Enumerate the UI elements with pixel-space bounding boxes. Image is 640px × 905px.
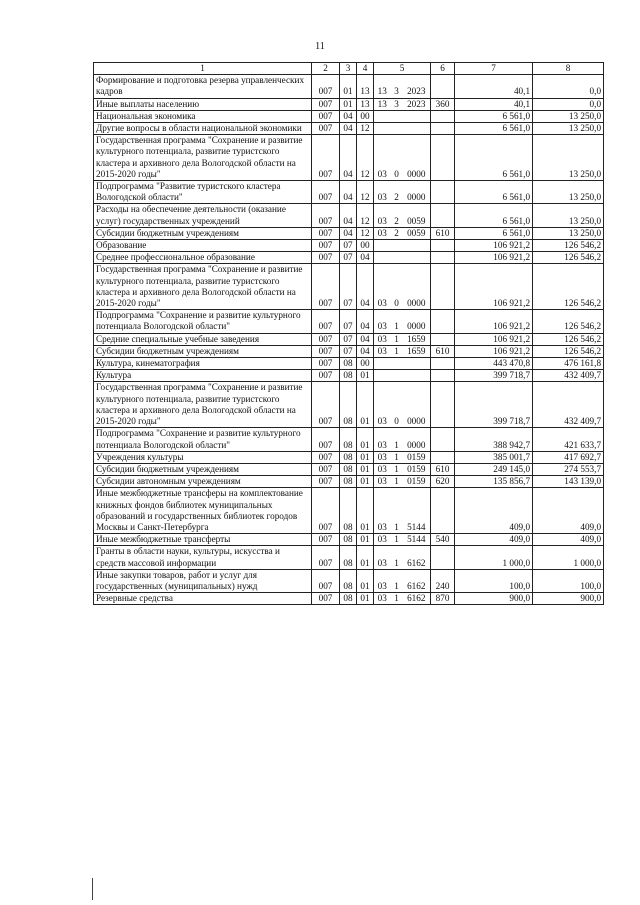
- cell-vr: [431, 75, 455, 98]
- cell-pr: 12: [357, 135, 374, 181]
- cell-name: Образование: [94, 240, 312, 252]
- cell-gr: 007: [312, 123, 340, 135]
- cell-gr: 007: [312, 593, 340, 605]
- cell-pr: 01: [357, 546, 374, 569]
- cell-pr: 12: [357, 204, 374, 227]
- cell-name: Подпрограмма "Сохранение и развитие культурного потенциала Вологодской области": [94, 310, 312, 333]
- cell-csr-subprogram: [391, 240, 403, 252]
- cell-name: Учреждения культуры: [94, 451, 312, 463]
- cell-csr-subprogram: 1: [391, 310, 403, 333]
- cell-vr: [431, 358, 455, 370]
- cell-pr: 01: [357, 534, 374, 546]
- cell-csr-program: 13: [374, 98, 391, 110]
- cell-vr: [431, 310, 455, 333]
- cell-csr-code: 1659: [403, 345, 431, 357]
- cell-rz: 07: [340, 333, 357, 345]
- cell-vr: [431, 488, 455, 534]
- cell-csr-code: [403, 252, 431, 264]
- cell-amount-year1: 6 561,0: [455, 110, 533, 122]
- cell-csr-subprogram: 2: [391, 181, 403, 204]
- cell-amount-year1: 106 921,2: [455, 333, 533, 345]
- cell-amount-year2: 476 161,8: [533, 358, 604, 370]
- cell-gr: 007: [312, 569, 340, 592]
- cell-csr-code: [403, 358, 431, 370]
- cell-rz: 08: [340, 451, 357, 463]
- cell-csr-program: 03: [374, 593, 391, 605]
- table-row: [94, 382, 604, 428]
- cell-vr: [431, 264, 455, 310]
- cell-csr-program: [374, 370, 391, 382]
- cell-amount-year2: 0,0: [533, 75, 604, 98]
- cell-vr: [431, 110, 455, 122]
- cell-vr: 240: [431, 569, 455, 592]
- table-row: [94, 345, 604, 357]
- cell-csr-code: 0159: [403, 476, 431, 488]
- cell-csr-program: 03: [374, 135, 391, 181]
- cell-rz: 08: [340, 370, 357, 382]
- cell-csr-code: 0000: [403, 135, 431, 181]
- cell-amount-year2: 126 546,2: [533, 240, 604, 252]
- header-row: [94, 63, 604, 75]
- cell-name: Культура, кинематография: [94, 358, 312, 370]
- cell-amount-year2: 421 633,7: [533, 428, 604, 451]
- cell-rz: 08: [340, 463, 357, 475]
- cell-vr: 870: [431, 593, 455, 605]
- cell-amount-year2: 126 546,2: [533, 310, 604, 333]
- table-row: [94, 488, 604, 534]
- cell-gr: 007: [312, 534, 340, 546]
- cell-pr: 01: [357, 428, 374, 451]
- cell-rz: 07: [340, 252, 357, 264]
- cell-gr: 007: [312, 135, 340, 181]
- cell-name: Резервные средства: [94, 593, 312, 605]
- cell-rz: 01: [340, 98, 357, 110]
- cell-amount-year1: 385 001,7: [455, 451, 533, 463]
- cell-amount-year2: 100,0: [533, 569, 604, 592]
- cell-rz: 08: [340, 546, 357, 569]
- cell-amount-year1: 100,0: [455, 569, 533, 592]
- budget-table: [93, 62, 604, 605]
- cell-csr-subprogram: 1: [391, 534, 403, 546]
- table-row: [94, 310, 604, 333]
- cell-name: Государственная программа "Сохранение и развитие культурного потенциала, развитие туристского кластера и архивного дела Вологодской области на 2015-2020 годы": [94, 382, 312, 428]
- cell-vr: [431, 123, 455, 135]
- cell-vr: [431, 135, 455, 181]
- cell-gr: 007: [312, 310, 340, 333]
- cell-name: Государственная программа "Сохранение и развитие культурного потенциала, развитие туристского кластера и архивного дела Вологодской области на 2015-2020 годы": [94, 135, 312, 181]
- table-row: [94, 569, 604, 592]
- cell-csr-subprogram: 3: [391, 75, 403, 98]
- cell-vr: 620: [431, 476, 455, 488]
- cell-gr: 007: [312, 546, 340, 569]
- cell-gr: 007: [312, 382, 340, 428]
- cell-name: Субсидии бюджетным учреждениям: [94, 463, 312, 475]
- cell-amount-year1: 249 145,0: [455, 463, 533, 475]
- table-row: [94, 98, 604, 110]
- cell-vr: [431, 333, 455, 345]
- cell-csr-subprogram: 0: [391, 135, 403, 181]
- cell-csr-program: 03: [374, 382, 391, 428]
- cell-gr: 007: [312, 463, 340, 475]
- cell-csr-subprogram: 1: [391, 333, 403, 345]
- cell-rz: 07: [340, 240, 357, 252]
- cell-amount-year1: 900,0: [455, 593, 533, 605]
- cell-csr-subprogram: 0: [391, 264, 403, 310]
- cell-csr-subprogram: 1: [391, 451, 403, 463]
- cell-amount-year2: 13 250,0: [533, 181, 604, 204]
- table-row: [94, 240, 604, 252]
- col-header-6: 6: [431, 63, 455, 75]
- cell-pr: 01: [357, 451, 374, 463]
- cell-gr: 007: [312, 240, 340, 252]
- cell-csr-program: 03: [374, 546, 391, 569]
- cell-gr: 007: [312, 451, 340, 463]
- cell-vr: 360: [431, 98, 455, 110]
- cell-pr: 04: [357, 345, 374, 357]
- cell-name: Субсидии автономным учреждениям: [94, 476, 312, 488]
- cell-gr: 007: [312, 110, 340, 122]
- cell-amount-year1: 6 561,0: [455, 227, 533, 239]
- cell-csr-subprogram: [391, 123, 403, 135]
- cell-gr: 007: [312, 476, 340, 488]
- cell-amount-year2: 417 692,7: [533, 451, 604, 463]
- table-row: [94, 428, 604, 451]
- cell-amount-year2: 13 250,0: [533, 110, 604, 122]
- cell-amount-year1: 106 921,2: [455, 252, 533, 264]
- cell-csr-code: 0159: [403, 451, 431, 463]
- cell-name: Гранты в области науки, культуры, искусства и средств массовой информации: [94, 546, 312, 569]
- table-row: [94, 110, 604, 122]
- cell-amount-year2: 409,0: [533, 534, 604, 546]
- cell-csr-code: 1659: [403, 333, 431, 345]
- cell-vr: [431, 451, 455, 463]
- cell-csr-code: 0000: [403, 428, 431, 451]
- cell-name: Субсидии бюджетным учреждениям: [94, 227, 312, 239]
- cell-amount-year1: 40,1: [455, 75, 533, 98]
- cell-name: Культура: [94, 370, 312, 382]
- cell-csr-program: [374, 252, 391, 264]
- cell-amount-year1: 6 561,0: [455, 204, 533, 227]
- col-header-8: 8: [533, 63, 604, 75]
- cell-name: Иные межбюджетные трансферы на комплектование книжных фондов библиотек муниципальных образований и государственных библиотек городов Москвы и Санкт-Петербурга: [94, 488, 312, 534]
- table-row: [94, 75, 604, 98]
- cell-csr-subprogram: [391, 358, 403, 370]
- cell-csr-code: 5144: [403, 488, 431, 534]
- col-header-1: 1: [94, 63, 312, 75]
- cell-rz: 08: [340, 569, 357, 592]
- cell-amount-year2: 126 546,2: [533, 333, 604, 345]
- col-header-7: 7: [455, 63, 533, 75]
- col-header-2: 2: [312, 63, 340, 75]
- table-row: [94, 204, 604, 227]
- cell-csr-code: [403, 240, 431, 252]
- cell-csr-program: 03: [374, 264, 391, 310]
- cell-amount-year1: 106 921,2: [455, 345, 533, 357]
- cell-gr: 007: [312, 358, 340, 370]
- cell-csr-subprogram: 1: [391, 488, 403, 534]
- cell-vr: 610: [431, 463, 455, 475]
- cell-gr: 007: [312, 345, 340, 357]
- cell-gr: 007: [312, 181, 340, 204]
- cell-name: Другие вопросы в области национальной экономики: [94, 123, 312, 135]
- cell-vr: 610: [431, 345, 455, 357]
- cell-gr: 007: [312, 204, 340, 227]
- cell-pr: 00: [357, 240, 374, 252]
- cell-amount-year2: 900,0: [533, 593, 604, 605]
- cell-pr: 04: [357, 264, 374, 310]
- cell-amount-year1: 1 000,0: [455, 546, 533, 569]
- cell-name: Подпрограмма "Развитие туристского кластера Вологодской области": [94, 181, 312, 204]
- cell-amount-year2: 0,0: [533, 98, 604, 110]
- cell-csr-subprogram: 1: [391, 345, 403, 357]
- cell-amount-year2: 1 000,0: [533, 546, 604, 569]
- cell-rz: 04: [340, 135, 357, 181]
- cell-csr-subprogram: 2: [391, 204, 403, 227]
- cell-name: Среднее профессиональное образование: [94, 252, 312, 264]
- table-row: [94, 252, 604, 264]
- cell-rz: 08: [340, 488, 357, 534]
- cell-gr: 007: [312, 98, 340, 110]
- cell-rz: 08: [340, 358, 357, 370]
- cell-pr: 13: [357, 75, 374, 98]
- table-row: [94, 333, 604, 345]
- binding-margin-mark: [92, 878, 93, 900]
- col-header-3: 3: [340, 63, 357, 75]
- cell-csr-program: 03: [374, 227, 391, 239]
- table-row: [94, 546, 604, 569]
- cell-csr-code: 6162: [403, 546, 431, 569]
- cell-amount-year2: 13 250,0: [533, 135, 604, 181]
- cell-csr-subprogram: [391, 370, 403, 382]
- cell-csr-code: 0059: [403, 204, 431, 227]
- cell-csr-program: 03: [374, 333, 391, 345]
- cell-vr: [431, 240, 455, 252]
- cell-pr: 01: [357, 382, 374, 428]
- cell-vr: [431, 181, 455, 204]
- cell-csr-code: 0000: [403, 382, 431, 428]
- cell-rz: 07: [340, 345, 357, 357]
- cell-name: Иные выплаты населению: [94, 98, 312, 110]
- cell-name: Средние специальные учебные заведения: [94, 333, 312, 345]
- cell-amount-year2: 13 250,0: [533, 204, 604, 227]
- cell-vr: [431, 428, 455, 451]
- table-row: [94, 135, 604, 181]
- cell-vr: 610: [431, 227, 455, 239]
- cell-amount-year1: 388 942,7: [455, 428, 533, 451]
- cell-amount-year1: 6 561,0: [455, 181, 533, 204]
- table-row: [94, 463, 604, 475]
- cell-csr-subprogram: 1: [391, 428, 403, 451]
- cell-pr: 12: [357, 227, 374, 239]
- table-row: [94, 358, 604, 370]
- table-row: [94, 181, 604, 204]
- cell-name: Субсидии бюджетным учреждениям: [94, 345, 312, 357]
- cell-gr: 007: [312, 488, 340, 534]
- cell-csr-subprogram: 1: [391, 476, 403, 488]
- cell-csr-program: 03: [374, 428, 391, 451]
- cell-csr-code: 2023: [403, 75, 431, 98]
- cell-pr: 04: [357, 252, 374, 264]
- col-header-5: 5: [374, 63, 431, 75]
- cell-csr-subprogram: 0: [391, 382, 403, 428]
- cell-pr: 00: [357, 358, 374, 370]
- col-header-4: 4: [357, 63, 374, 75]
- cell-pr: 12: [357, 123, 374, 135]
- cell-csr-program: 03: [374, 476, 391, 488]
- cell-csr-code: 6162: [403, 593, 431, 605]
- cell-rz: 04: [340, 181, 357, 204]
- cell-amount-year2: 126 546,2: [533, 252, 604, 264]
- cell-csr-program: [374, 358, 391, 370]
- cell-pr: 04: [357, 333, 374, 345]
- cell-rz: 08: [340, 428, 357, 451]
- table-row: [94, 476, 604, 488]
- cell-csr-subprogram: [391, 110, 403, 122]
- cell-amount-year2: 13 250,0: [533, 123, 604, 135]
- cell-pr: 01: [357, 463, 374, 475]
- cell-amount-year1: 399 718,7: [455, 370, 533, 382]
- table-body: [94, 75, 604, 605]
- cell-amount-year2: 409,0: [533, 488, 604, 534]
- cell-csr-code: 0000: [403, 310, 431, 333]
- cell-csr-program: 03: [374, 451, 391, 463]
- cell-csr-program: 03: [374, 569, 391, 592]
- cell-rz: 08: [340, 534, 357, 546]
- cell-rz: 07: [340, 310, 357, 333]
- cell-gr: 007: [312, 370, 340, 382]
- cell-csr-program: 03: [374, 181, 391, 204]
- cell-vr: 540: [431, 534, 455, 546]
- cell-csr-code: 0000: [403, 181, 431, 204]
- cell-csr-code: 5144: [403, 534, 431, 546]
- cell-csr-code: 0159: [403, 463, 431, 475]
- cell-rz: 07: [340, 264, 357, 310]
- cell-csr-code: [403, 123, 431, 135]
- cell-name: Государственная программа "Сохранение и развитие культурного потенциала, развитие туристского кластера и архивного дела Вологодской области на 2015-2020 годы": [94, 264, 312, 310]
- table-row: [94, 370, 604, 382]
- table-row: [94, 451, 604, 463]
- cell-amount-year1: 106 921,2: [455, 264, 533, 310]
- cell-csr-code: 2023: [403, 98, 431, 110]
- cell-csr-program: [374, 123, 391, 135]
- cell-rz: 08: [340, 382, 357, 428]
- cell-pr: 00: [357, 110, 374, 122]
- cell-rz: 04: [340, 123, 357, 135]
- cell-pr: 01: [357, 370, 374, 382]
- cell-amount-year2: 432 409,7: [533, 370, 604, 382]
- cell-name: Национальная экономика: [94, 110, 312, 122]
- cell-pr: 13: [357, 98, 374, 110]
- cell-gr: 007: [312, 264, 340, 310]
- cell-gr: 007: [312, 252, 340, 264]
- cell-amount-year2: 143 139,0: [533, 476, 604, 488]
- cell-rz: 04: [340, 110, 357, 122]
- cell-rz: 04: [340, 204, 357, 227]
- cell-amount-year2: 274 553,7: [533, 463, 604, 475]
- cell-pr: 01: [357, 569, 374, 592]
- cell-csr-program: 03: [374, 345, 391, 357]
- cell-csr-code: 0059: [403, 227, 431, 239]
- cell-csr-code: [403, 110, 431, 122]
- cell-vr: [431, 546, 455, 569]
- cell-rz: 04: [340, 227, 357, 239]
- cell-csr-program: 03: [374, 463, 391, 475]
- cell-amount-year1: 399 718,7: [455, 382, 533, 428]
- cell-amount-year1: 40,1: [455, 98, 533, 110]
- cell-amount-year1: 106 921,2: [455, 310, 533, 333]
- cell-name: Расходы на обеспечение деятельности (оказание услуг) государственных учреждений: [94, 204, 312, 227]
- cell-csr-subprogram: [391, 252, 403, 264]
- cell-gr: 007: [312, 333, 340, 345]
- cell-vr: [431, 382, 455, 428]
- cell-name: Иные межбюджетные трансферты: [94, 534, 312, 546]
- cell-csr-subprogram: 1: [391, 546, 403, 569]
- table-row: [94, 534, 604, 546]
- table-row: [94, 123, 604, 135]
- cell-csr-program: [374, 110, 391, 122]
- cell-amount-year1: 135 856,7: [455, 476, 533, 488]
- table-row: [94, 593, 604, 605]
- page-number: 11: [315, 41, 325, 52]
- cell-csr-subprogram: 2: [391, 227, 403, 239]
- cell-vr: [431, 252, 455, 264]
- cell-csr-program: 03: [374, 204, 391, 227]
- cell-name: Иные закупки товаров, работ и услуг для государственных (муниципальных) нужд: [94, 569, 312, 592]
- cell-name: Формирование и подготовка резерва управленческих кадров: [94, 75, 312, 98]
- cell-amount-year1: 6 561,0: [455, 123, 533, 135]
- cell-rz: 08: [340, 593, 357, 605]
- cell-amount-year2: 432 409,7: [533, 382, 604, 428]
- cell-pr: 01: [357, 593, 374, 605]
- cell-pr: 01: [357, 488, 374, 534]
- cell-csr-program: [374, 240, 391, 252]
- cell-amount-year1: 409,0: [455, 488, 533, 534]
- cell-csr-program: 03: [374, 310, 391, 333]
- cell-name: Подпрограмма "Сохранение и развитие культурного потенциала Вологодской области": [94, 428, 312, 451]
- cell-csr-code: 0000: [403, 264, 431, 310]
- cell-gr: 007: [312, 227, 340, 239]
- cell-pr: 04: [357, 310, 374, 333]
- cell-pr: 01: [357, 476, 374, 488]
- cell-csr-subprogram: 1: [391, 463, 403, 475]
- cell-csr-subprogram: 3: [391, 98, 403, 110]
- cell-rz: 01: [340, 75, 357, 98]
- cell-csr-program: 13: [374, 75, 391, 98]
- cell-gr: 007: [312, 428, 340, 451]
- cell-vr: [431, 370, 455, 382]
- cell-amount-year1: 106 921,2: [455, 240, 533, 252]
- cell-vr: [431, 204, 455, 227]
- cell-csr-code: 6162: [403, 569, 431, 592]
- table-row: [94, 264, 604, 310]
- cell-amount-year1: 6 561,0: [455, 135, 533, 181]
- cell-csr-subprogram: 1: [391, 593, 403, 605]
- cell-pr: 12: [357, 181, 374, 204]
- cell-amount-year1: 409,0: [455, 534, 533, 546]
- cell-csr-program: 03: [374, 488, 391, 534]
- cell-amount-year2: 126 546,2: [533, 264, 604, 310]
- cell-gr: 007: [312, 75, 340, 98]
- cell-csr-code: [403, 370, 431, 382]
- table-row: [94, 227, 604, 239]
- cell-csr-subprogram: 1: [391, 569, 403, 592]
- cell-rz: 08: [340, 476, 357, 488]
- cell-amount-year1: 443 470,8: [455, 358, 533, 370]
- cell-amount-year2: 126 546,2: [533, 345, 604, 357]
- cell-amount-year2: 13 250,0: [533, 227, 604, 239]
- cell-csr-program: 03: [374, 534, 391, 546]
